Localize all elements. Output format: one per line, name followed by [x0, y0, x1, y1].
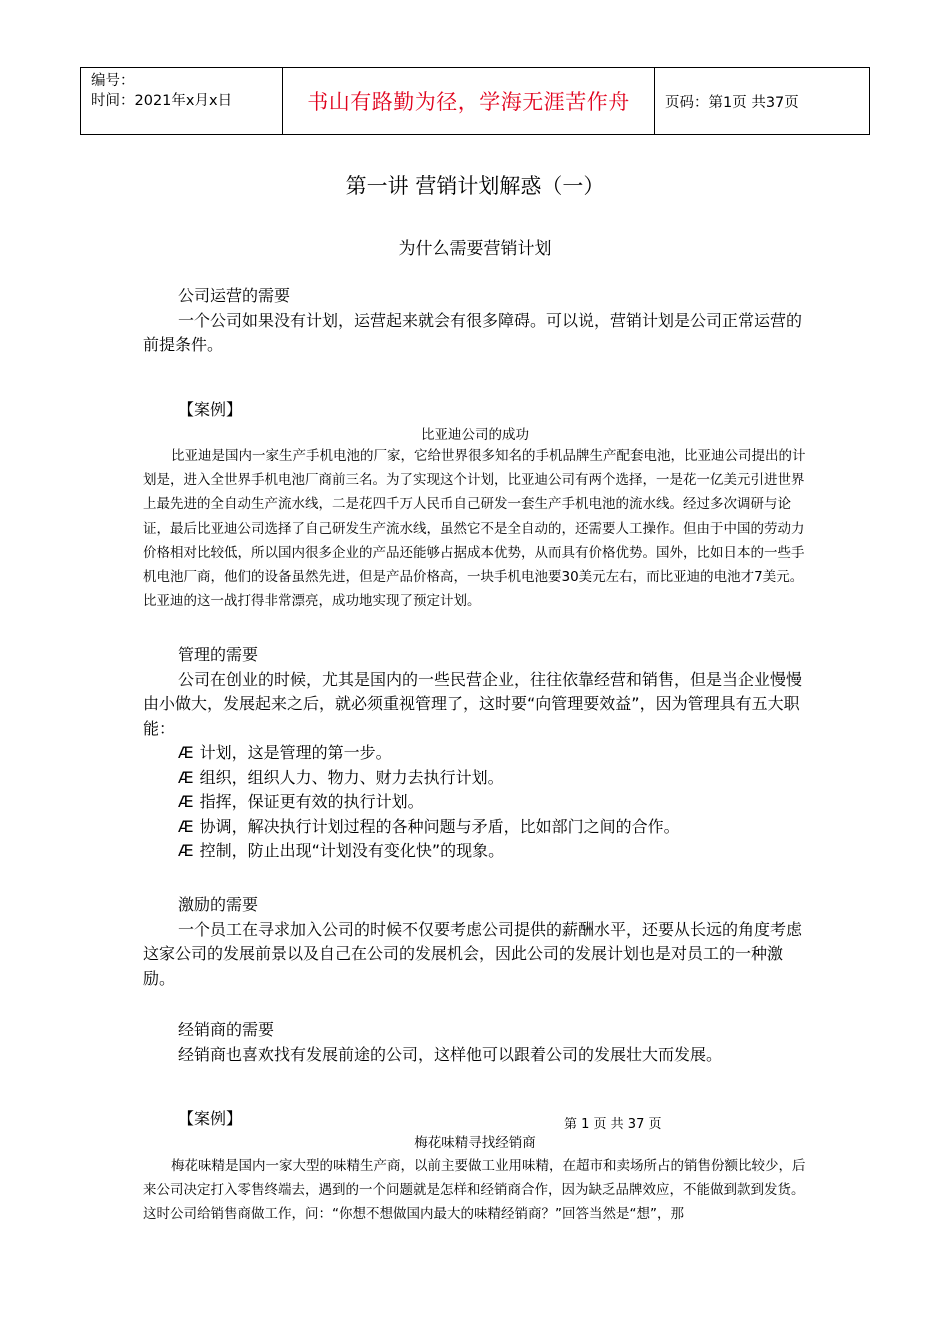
header-meta-cell: [81, 68, 283, 134]
list-item: [143, 790, 813, 815]
section-management: [143, 643, 813, 864]
list-item-text: 协调，解决执行计划过程的各种问题与矛盾，比如部门之间的合作。: [199, 816, 680, 836]
list-item-text: 指挥，保证更有效的执行计划。: [199, 792, 424, 811]
section-operation: [143, 284, 813, 358]
bullet-symbol: Æ: [178, 743, 194, 762]
case-body-text: 比亚迪是国内一家生产手机电池的厂家，它给世界很多知名的手机品牌生产配套电池，比亚迪公司提出的计划是，进入全世界手机电池厂商前三名。为了实现这个计划，比亚迪公司有两个选择，一是花一亿美元引进世界上最先进的全自动生产流水线，二是花四千万人民币自己研发一套生产手机电池的流水线。经过多次调研与论证，最后比亚迪公司选择了自己研发生产流水线，虽然它不是全自动的，还需要人工操作。但由于中国的劳动力价格相对比较低，所以国内很多企业的产品还能够占据成本优势，从而具有价格优势。国外，比如日本的一些手机电池厂商，他们的设备虽然先进，但是产品价格高，一块手机电池要30美元左右，而比亚迪的电池才7美元。比亚迪的这一战打得非常漂亮，成功地实现了预定计划。: [143, 448, 806, 610]
list-item: [143, 741, 813, 766]
section-body: 一个公司如果没有计划，运营起来就会有很多障碍。可以说，营销计划是公司正常运营的前提条件。: [143, 310, 803, 354]
header-page-cell: [655, 68, 869, 134]
case-body: [143, 1154, 813, 1227]
section-body: 经销商也喜欢找有发展前途的公司，这样他可以跟着公司的发展壮大而发展。: [178, 1044, 723, 1064]
list-item: [143, 815, 813, 840]
doc-time-label: 时间：2021年x月x日: [91, 93, 233, 109]
header-motto-cell: [283, 68, 655, 134]
doc-number-label: 编号：: [91, 73, 135, 89]
list-item-text: 计划，这是管理的第一步。: [199, 743, 392, 762]
list-item-text: 控制，防止出现“计划没有变化快”的现象。: [199, 841, 505, 860]
case-title: 梅花味精寻找经销商: [414, 1135, 536, 1151]
section-body: 公司在创业的时候，尤其是国内的一些民营企业，往往依靠经营和销售，但是当企业慢慢由小做大，发展起来之后，就必须重视管理了，这时要“向管理要效益”，因为管理具有五大职能：: [143, 669, 803, 738]
section-heading: 激励的需要: [178, 895, 259, 914]
section-heading: 经销商的需要: [178, 1020, 275, 1039]
case-body-text: 梅花味精是国内一家大型的味精生产商，以前主要做工业用味精，在超市和卖场所占的销售份额比较少，后来公司决定打入零售终端去，遇到的一个问题就是怎样和经销商合作，因为缺乏品牌效应，不能做到款到发货。这时公司给销售商做工作，问：“你想不想做国内最大的味精经销商？”回答当然是“想”，那: [143, 1158, 806, 1223]
section-heading: 管理的需要: [178, 645, 259, 664]
page-subtitle: 为什么需要营销计划: [398, 239, 552, 259]
section-body: 一个员工在寻求加入公司的时候不仅要考虑公司提供的薪酬水平，还要从长远的角度考虑这家公司的发展前景以及自己在公司的发展机会，因此公司的发展计划也是对员工的一种激励。: [143, 919, 803, 988]
bullet-symbol: Æ: [178, 816, 194, 836]
page-info: 页码：第1页 共37页: [665, 94, 799, 111]
case-label: 【案例】: [178, 400, 243, 419]
section-dealer: [143, 1018, 813, 1067]
page-footer: 第 1 页 共 37 页: [564, 1117, 662, 1132]
section-motivation: [143, 893, 813, 991]
list-item-text: 组织，组织人力、物力、财力去执行计划。: [199, 767, 504, 787]
page-title: 第一讲 营销计划解惑（一）: [345, 174, 605, 198]
bullet-symbol: Æ: [178, 792, 194, 811]
list-item: [143, 766, 813, 791]
case-title: 比亚迪公司的成功: [421, 427, 529, 443]
bullet-symbol: Æ: [178, 767, 194, 787]
header-table: [80, 67, 870, 135]
list-item: [143, 839, 813, 864]
case-label: 【案例】: [178, 1109, 243, 1128]
case-body: [143, 444, 813, 613]
motto: 书山有路勤为径，学海无涯苦作舟: [307, 90, 630, 114]
section-heading: 公司运营的需要: [178, 286, 291, 305]
bullet-symbol: Æ: [178, 841, 194, 860]
